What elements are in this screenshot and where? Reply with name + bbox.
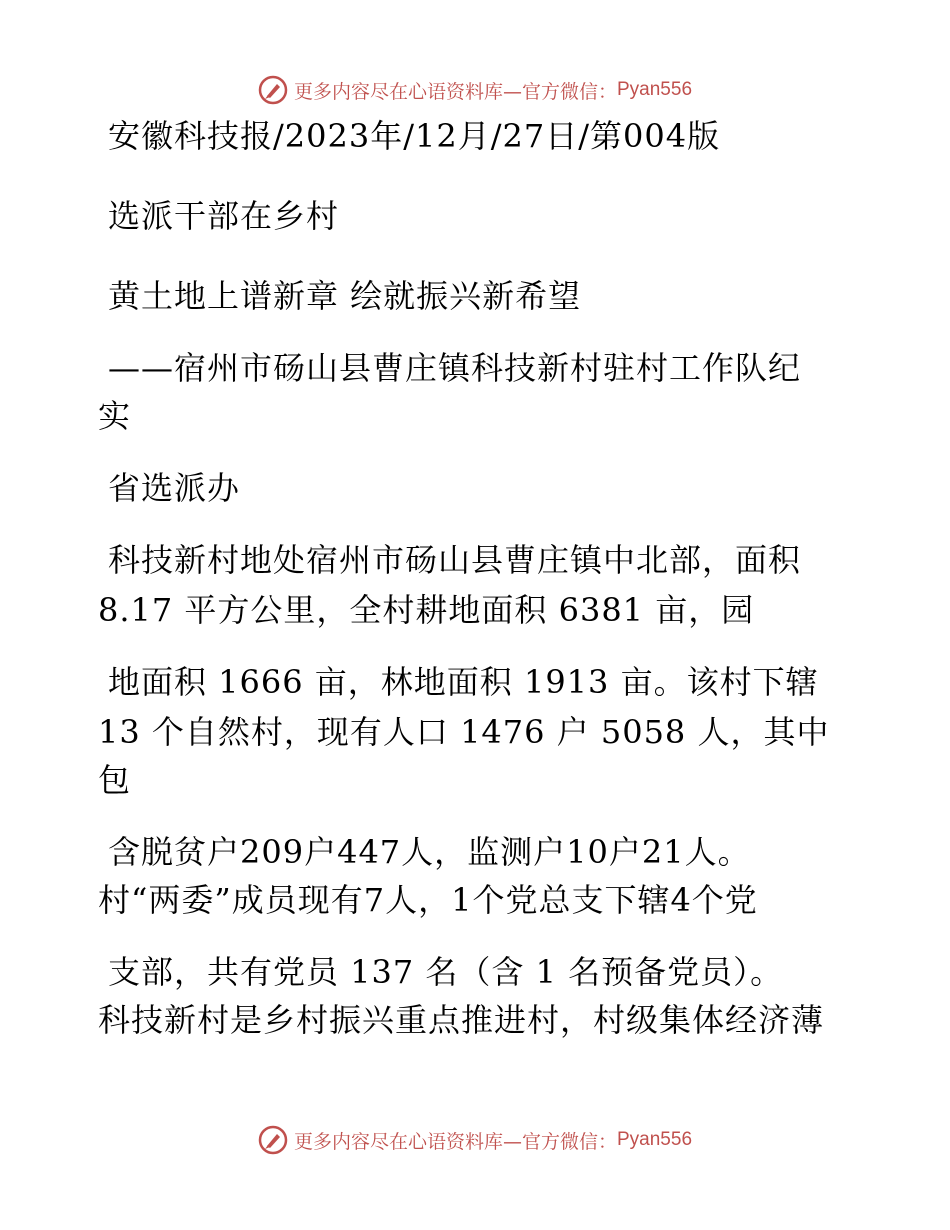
- section-heading: 选派干部在乡村: [108, 197, 340, 235]
- body-paragraph-line: 科技新村地处宿州市砀山县曹庄镇中北部，面积: [108, 541, 802, 579]
- watermark-wechat-id: Pyan556: [617, 79, 693, 100]
- body-paragraph-line: 村“两委”成员现有7人，1个党总支下辖4个党: [98, 881, 758, 919]
- body-paragraph-line: 地面积 1666 亩，林地面积 1913 亩。该村下辖: [108, 663, 819, 701]
- watermark-text: 更多内容尽在心语资料库—官方微信：: [293, 1130, 617, 1153]
- body-paragraph-line: 13 个自然村，现有人口 1476 户 5058 人，其中: [98, 713, 830, 751]
- body-paragraph-line: 8.17 平方公里，全村耕地面积 6381 亩，园: [98, 591, 755, 629]
- document-body: [98, 118, 858, 1038]
- footer-watermark: [0, 1120, 950, 1160]
- pen-nib-circle-icon: [258, 1125, 288, 1155]
- body-paragraph-line: 包: [98, 761, 132, 799]
- article-subtitle: ——宿州市砀山县曹庄镇科技新村驻村工作队纪: [108, 349, 802, 387]
- body-paragraph-line: 支部，共有党员 137 名（含 1 名预备党员）。: [108, 953, 784, 991]
- header-watermark: [0, 70, 950, 110]
- author-line: 省选派办: [108, 469, 241, 507]
- article-title: 黄土地上谱新章 绘就振兴新希望: [108, 277, 582, 315]
- article-subtitle-continued: 实: [98, 397, 132, 435]
- watermark-text: 更多内容尽在心语资料库—官方微信：: [293, 80, 617, 103]
- body-paragraph-line: 含脱贫户209户447人，监测户10户21人。: [108, 833, 751, 871]
- body-paragraph-line: 科技新村是乡村振兴重点推进村，村级集体经济薄: [98, 1001, 825, 1039]
- pen-nib-circle-icon: [258, 75, 288, 105]
- watermark-wechat-id: Pyan556: [617, 1129, 693, 1150]
- source-line: 安徽科技报/2023年/12月/27日/第004版: [108, 117, 721, 155]
